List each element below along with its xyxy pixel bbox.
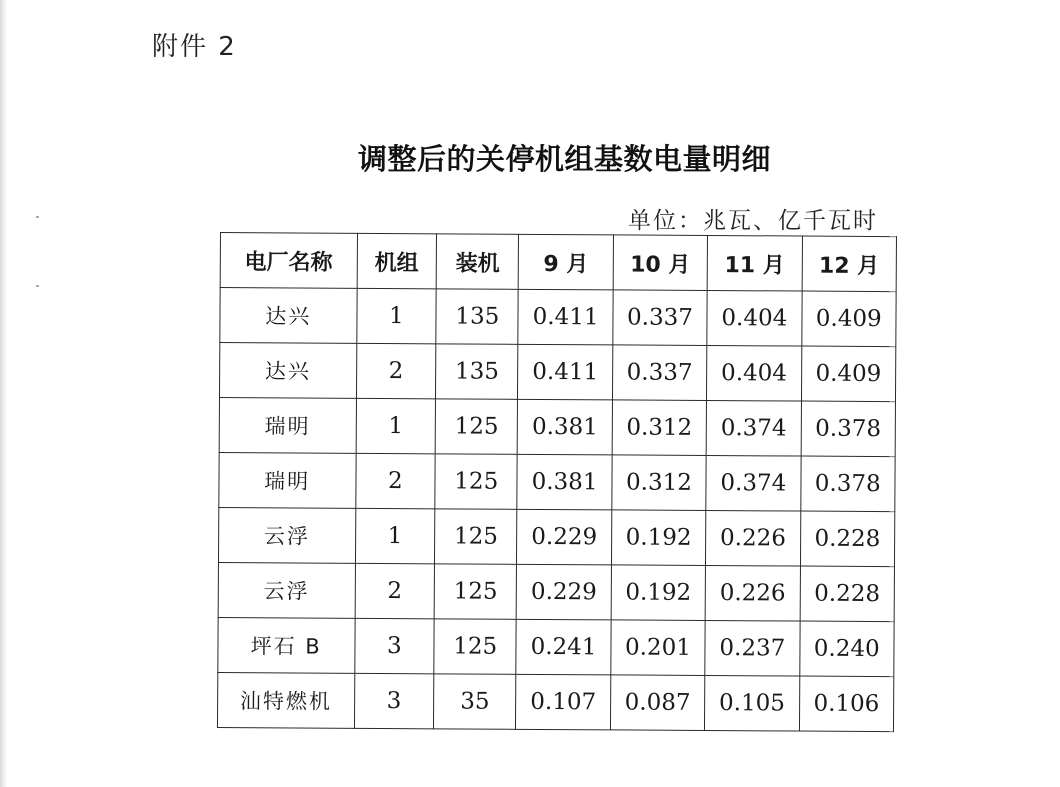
cell-capacity: 125: [434, 619, 517, 675]
cell-capacity: 125: [434, 564, 517, 620]
cell-unit: 3: [354, 618, 434, 673]
cell-oct: 0.337: [612, 345, 707, 401]
cell-oct: 0.312: [612, 400, 707, 456]
cell-capacity: 125: [435, 454, 518, 510]
cell-dec: 0.409: [801, 291, 896, 347]
cell-nov: 0.237: [705, 620, 800, 676]
cell-dec: 0.409: [801, 346, 896, 402]
cell-unit: 2: [356, 343, 436, 398]
table-row: [219, 343, 895, 402]
cell-plant-name: 坪石 B: [218, 617, 355, 673]
cell-dec: 0.378: [800, 456, 895, 512]
cell-plant-name: 瑞明: [219, 397, 356, 453]
cell-oct: 0.192: [611, 565, 706, 621]
document-title: 调整后的关停机组基数电量明细: [358, 142, 772, 176]
cell-nov: 0.105: [705, 675, 800, 731]
cell-sep: 0.381: [518, 399, 613, 455]
header-oct: 10 月: [613, 235, 708, 291]
cell-dec: 0.228: [800, 566, 895, 622]
header-dec: 12 月: [802, 236, 897, 292]
header-nov: 11 月: [707, 235, 802, 291]
cell-oct: 0.087: [610, 675, 705, 731]
cell-capacity: 135: [436, 289, 519, 345]
cell-nov: 0.226: [705, 565, 800, 621]
cell-capacity: 125: [435, 399, 518, 455]
table-row: [217, 672, 893, 731]
cell-oct: 0.337: [613, 290, 708, 346]
table-row: [220, 288, 896, 347]
table-header-row: [220, 233, 896, 292]
scan-speck: [36, 216, 39, 218]
cell-oct: 0.312: [612, 455, 707, 511]
table-row: [218, 507, 894, 566]
detail-table: [217, 232, 897, 732]
cell-dec: 0.378: [801, 401, 896, 457]
cell-nov: 0.404: [707, 290, 802, 346]
cell-sep: 0.107: [516, 674, 611, 730]
cell-nov: 0.404: [707, 345, 802, 401]
cell-unit: 2: [355, 563, 435, 618]
cell-plant-name: 汕特燃机: [217, 672, 354, 728]
table-row: [218, 562, 894, 621]
scan-speck: [36, 285, 39, 287]
cell-nov: 0.374: [706, 455, 801, 511]
cell-capacity: 125: [435, 509, 518, 565]
table-row: [218, 617, 894, 676]
cell-unit: 3: [354, 673, 434, 728]
cell-plant-name: 云浮: [218, 507, 355, 563]
header-unit: 机组: [357, 233, 437, 288]
cell-dec: 0.240: [799, 621, 894, 677]
cell-sep: 0.241: [516, 619, 611, 675]
cell-nov: 0.226: [706, 510, 801, 566]
cell-unit: 1: [355, 508, 435, 563]
cell-plant-name: 云浮: [218, 562, 355, 618]
cell-unit: 1: [356, 398, 436, 453]
cell-dec: 0.106: [799, 676, 894, 732]
cell-sep: 0.411: [518, 289, 613, 345]
unit-note: 单位：兆瓦、亿千瓦时: [628, 208, 878, 234]
cell-unit: 1: [356, 288, 436, 343]
cell-nov: 0.374: [706, 400, 801, 456]
table-row: [219, 452, 895, 511]
cell-dec: 0.228: [800, 511, 895, 567]
cell-oct: 0.192: [611, 510, 706, 566]
cell-sep: 0.381: [517, 454, 612, 510]
cell-capacity: 135: [436, 344, 519, 400]
header-plant-name: 电厂名称: [220, 233, 357, 289]
cell-plant-name: 达兴: [220, 288, 357, 344]
cell-capacity: 35: [434, 674, 517, 730]
header-capacity: 装机: [436, 234, 519, 290]
attachment-label: 附件 2: [152, 32, 237, 62]
page-edge: [0, 0, 8, 787]
cell-plant-name: 瑞明: [219, 452, 356, 508]
table-row: [219, 397, 895, 456]
header-sep: 9 月: [519, 234, 614, 290]
cell-sep: 0.411: [518, 344, 613, 400]
cell-plant-name: 达兴: [219, 343, 356, 399]
cell-oct: 0.201: [611, 620, 706, 676]
cell-unit: 2: [355, 453, 435, 508]
cell-sep: 0.229: [517, 564, 612, 620]
cell-sep: 0.229: [517, 509, 612, 565]
